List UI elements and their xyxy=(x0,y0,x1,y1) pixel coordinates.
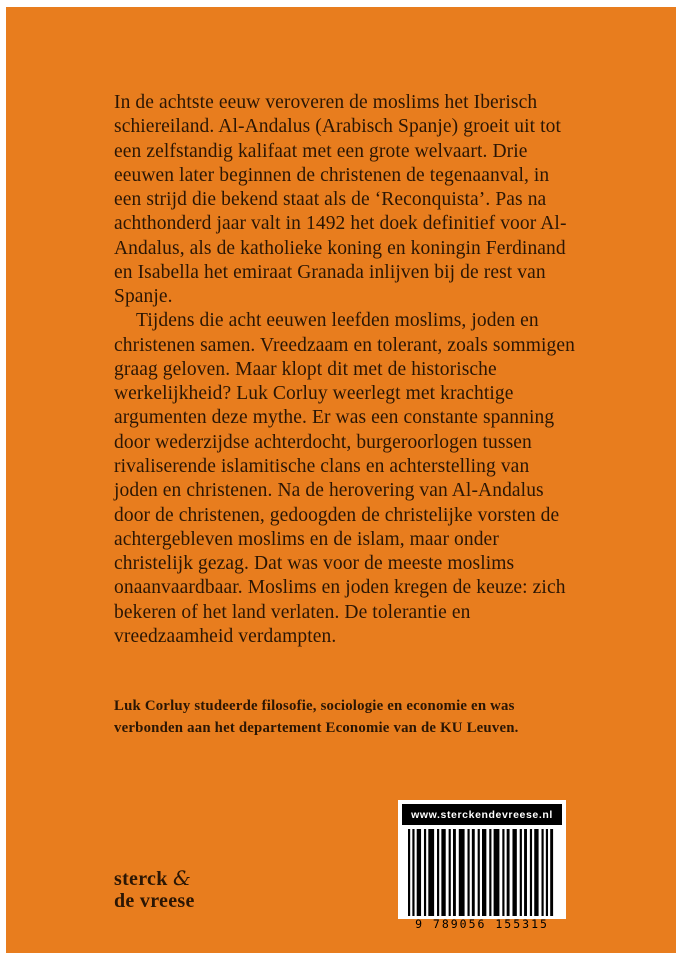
publisher-logo xyxy=(114,867,195,912)
publisher-logo-line2 xyxy=(114,890,195,912)
author-bio: Luk Corluy studeerde filosofie, sociologie en economie en was verbonden aan het departement Economie van de KU Leuven. xyxy=(114,698,519,737)
publisher-ampersand: & xyxy=(172,866,192,890)
publisher-website: www.sterckendevreese.nl xyxy=(402,804,562,825)
book-back-cover xyxy=(6,7,676,953)
publisher-name-part2: de vreese xyxy=(114,890,195,912)
blurb-paragraph-2: Tijdens die acht eeuwen leefden moslims, joden en christenen samen. Vreedzaam en tolerant, zoals sommigen graag geloven. Maar klopt dit met de historische werkelijkheid? Luk Corluy weerlegt met krachtige argumenten deze mythe. Er was een constante spanning door wederzijdse achterdocht, burgeroorlogen tussen rivaliserende islamitische clans en achterstelling van joden en christenen. Na de herovering van Al-Andalus door de christenen, gedoogden de christelijke vorsten de achtergebleven moslims en de islam, maar onder christelijk gezag. Dat was voor de meeste moslims onaanvaardbaar. Moslims en joden kregen de keuze: zich bekeren of het land verlaten. De tolerantie en vreedzaamheid verdampten. xyxy=(114,310,575,647)
back-cover-blurb xyxy=(114,91,576,649)
publisher-name-part1: sterck xyxy=(114,868,168,890)
barcode-icon xyxy=(408,829,556,916)
blurb-paragraph-1: In de achtste eeuw veroveren de moslims het Iberisch schiereiland. Al-Andalus (Arabisch Spanje) groeit uit tot een zelfstandig kalifaat met een grote welvaart. Drie eeuwen later beginnen de christenen de tegenaanval, in een strijd die bekend staat als de ‘Reconquista’. Pas na achthonderd jaar valt in 1492 het doek definitief voor Al-Andalus, als de katholieke koning en koningin Ferdinand en Isabella het emiraat Granada inlijven bij de rest van Spanje. xyxy=(114,92,567,308)
barcode-block xyxy=(398,800,566,932)
publisher-logo-line1 xyxy=(114,867,195,890)
isbn-number: 9 789056 155315 xyxy=(415,917,549,932)
